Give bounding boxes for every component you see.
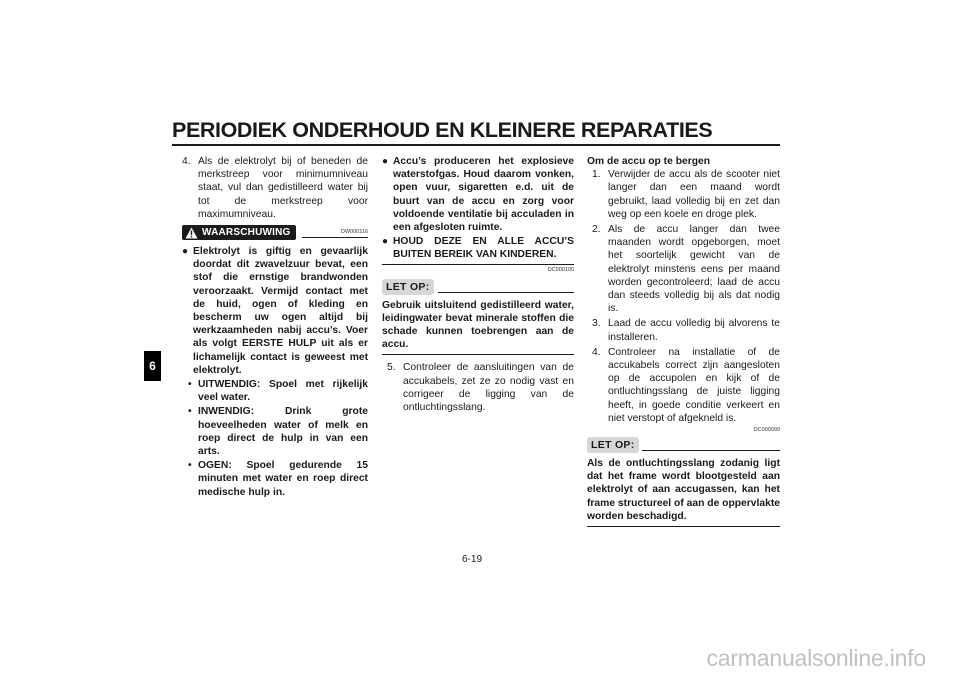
note-badge: LET OP:	[382, 279, 434, 295]
bullet-dot-icon: ●	[382, 156, 389, 167]
storage-step	[587, 317, 780, 343]
bullet-dot-icon: ●	[182, 246, 189, 258]
note-rule	[642, 450, 780, 451]
section-heading: Om de accu op te bergen	[587, 156, 711, 167]
step-text: Controleer de aansluitingen van de accukabels, zet ze zo nodig vast en corrigeer de ligging van de ontluchtingsslang.	[403, 362, 574, 414]
first-aid-text: INWENDIG: Drink grote hoeveelheden water of melk en roep direct de hulp in van een arts.	[198, 406, 368, 458]
step-number: 4.	[592, 346, 601, 358]
bullet-dot-icon: •	[188, 379, 192, 391]
column-right	[587, 155, 780, 529]
first-aid-text: UITWENDIG: Spoel met rijkelijk veel water.	[198, 379, 368, 404]
step-number: 3.	[592, 318, 601, 330]
storage-step	[587, 346, 780, 425]
step-text: Als de accu langer dan twee maanden wordt opgeborgen, moet het soortelijk gewicht van de elektrolyt minstens eens per maand worden gecontroleerd; laad de accu dan steeds volledig bij als dat nodig is.	[608, 224, 780, 315]
first-aid-item	[182, 459, 368, 499]
bullet-dot-icon: •	[188, 406, 192, 418]
step-4	[182, 155, 368, 221]
bullet-dot-icon: •	[188, 460, 192, 472]
step-number: 1.	[592, 169, 601, 181]
warning-bullet	[382, 235, 574, 261]
watermark: carmanualsonline.info	[706, 645, 926, 671]
note-text: Gebruik uitsluitend gedistilleerd water, leidingwater bevat minerale stoffen die schade kunnen toebrengen aan de accu.	[382, 299, 574, 351]
step-number: 2.	[592, 224, 601, 236]
first-aid-item	[182, 405, 368, 458]
first-aid-item	[182, 378, 368, 404]
warning-triangle-icon	[185, 227, 198, 239]
column-left	[182, 155, 368, 500]
step-number: 5.	[387, 362, 396, 374]
note-header	[587, 437, 780, 455]
warning-main-bullet	[182, 245, 368, 377]
page-number: 6-19	[462, 554, 483, 565]
first-aid-text: OGEN: Spoel gedurende 15 minuten met water en roep direct medische hulp in.	[198, 460, 368, 498]
note-header	[382, 279, 574, 297]
warning-end-rule	[382, 264, 574, 265]
note-text: Als de ontluchtingsslang zodanig ligt dat het frame wordt blootgesteld aan elektrolyt of aan accugassen, kan het frame structureel of aan de oppervlakte worden beschadigd.	[587, 458, 780, 522]
note-code: DC000100	[547, 266, 574, 273]
step-text: Als de elektrolyt bij of beneden de merkstreep voor minimumniveau staat, vul dan gedistilleerd water bij tot de merkstreep voor maximumniveau.	[198, 156, 368, 220]
storage-step	[587, 223, 780, 315]
column-middle	[382, 155, 574, 416]
step-text: Verwijder de accu als de scooter niet langer dan een maand wordt gebruikt, laad volledig bij en zet dan weg op een koele en droge plek.	[608, 169, 780, 220]
step-5	[382, 361, 574, 414]
chapter-tab: 6	[144, 351, 161, 381]
warning-header	[182, 225, 368, 241]
note-end-rule	[382, 354, 574, 355]
note-rule	[438, 292, 574, 293]
step-text: Laad de accu volledig bij alvorens te installeren.	[608, 318, 780, 343]
note-badge: LET OP:	[587, 437, 639, 453]
note-end-rule	[587, 526, 780, 527]
step-number: 4.	[182, 156, 191, 167]
warning-rule	[302, 237, 368, 238]
step-text: Controleer na installatie of de accukabels correct zijn aangesloten op de accupolen en kijk of de ontluchtingsslang de juiste ligging heeft, in goede conditie verkeert en niet verstopt of afgekneld is.	[608, 346, 780, 424]
warning-code: DW000116	[340, 229, 368, 236]
warning-text: Accu’s produceren het explosieve waterstofgas. Houd daarom vonken, open vuur, sigaretten e.d. uit de buurt van de accu en zorg voor voldoende ventilatie bij acculaden in een afgesloten ruimte.	[393, 156, 574, 234]
storage-step	[587, 168, 780, 221]
warning-label: WAARSCHUWING	[202, 227, 291, 239]
title-rule	[172, 144, 780, 146]
warning-text: HOUD DEZE EN ALLE ACCU’S BUITEN BEREIK VAN KINDEREN.	[393, 236, 574, 261]
page-title: PERIODIEK ONDERHOUD EN KLEINERE REPARATIES	[172, 118, 713, 142]
warning-bullet	[382, 155, 574, 234]
warning-text: Elektrolyt is giftig en gevaarlijk doordat dit zwavelzuur bevat, een stof die ernstige brandwonden veroorzaakt. Vermijd contact met de huid, ogen of kleding en bescherm uw ogen altijd bij werkzaamheden nabij accu’s. Voer als volgt EERSTE HULP uit als er lichamelijk contact is geweest met elektrolyt.	[193, 246, 368, 376]
warning-badge	[182, 225, 296, 240]
bullet-dot-icon: ●	[382, 236, 389, 248]
note-code: DC000099	[753, 427, 780, 434]
